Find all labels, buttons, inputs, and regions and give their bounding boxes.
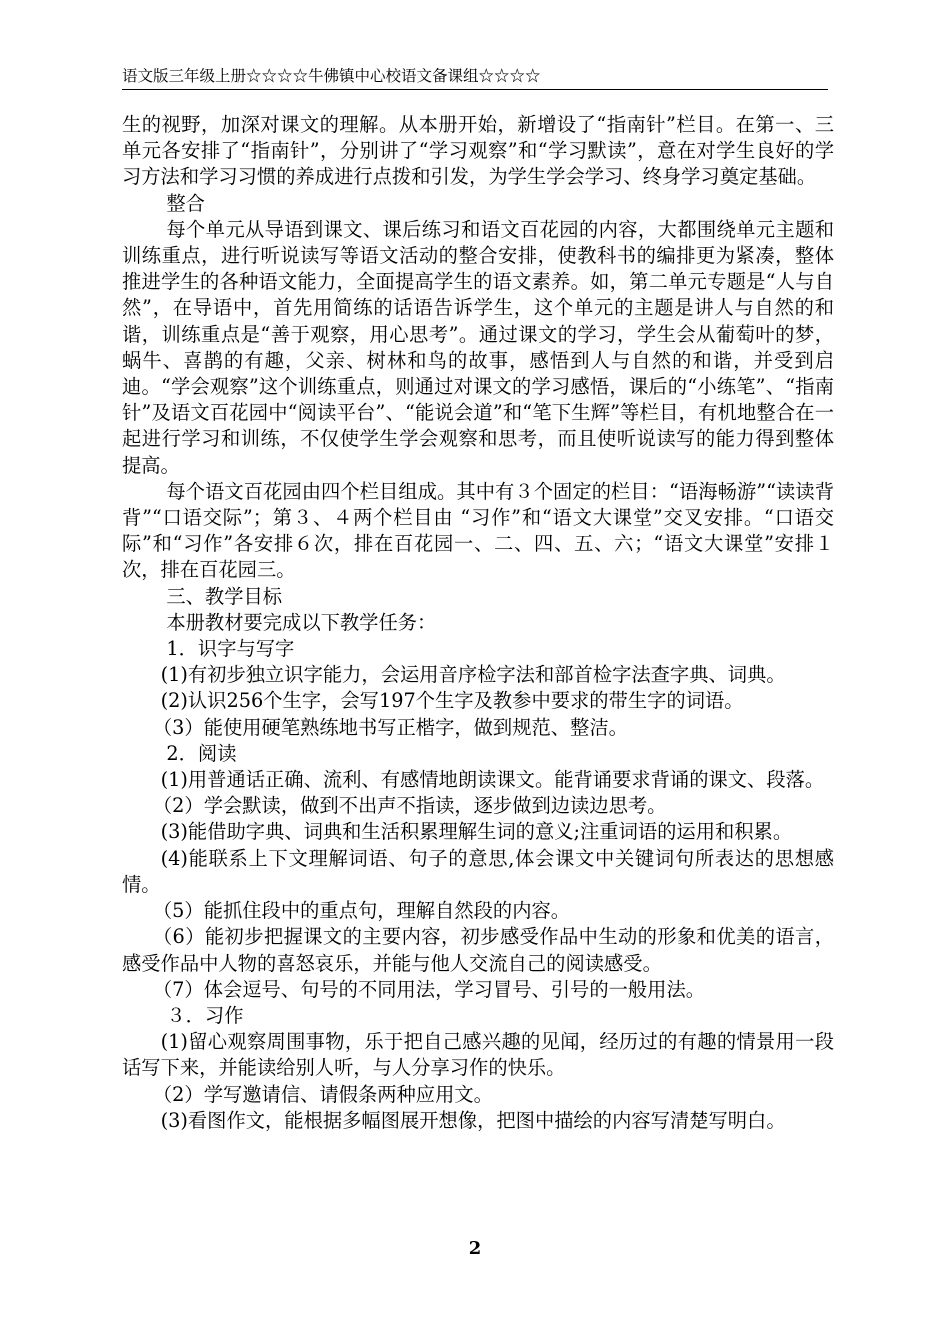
- list-item: (1)留心观察周围事物，乐于把自己感兴趣的见闻，经历过的有趣的情景用一段话写下来，并能读给别人听，与人分享习作的快乐。: [122, 1030, 834, 1080]
- list-item: (1)有初步独立识字能力，会运用音序检字法和部首检字法查字典、词典。: [160, 663, 786, 687]
- section-heading: 整合: [166, 191, 205, 215]
- header-divider: [122, 89, 828, 90]
- document-body: [122, 112, 834, 1134]
- subsection-heading: ３．习作: [166, 1003, 244, 1027]
- list-item: （6）能初步把握课文的主要内容，初步感受作品中生动的形象和优美的语言，感受作品中人物的喜怒哀乐，并能与他人交流自己的阅读感受。: [122, 925, 834, 975]
- page-number: 2: [468, 1238, 482, 1259]
- paragraph: 本册教材要完成以下教学任务：: [166, 610, 437, 634]
- list-item: （2）学会默读，做到不出声不指读，逐步做到边读边思考。: [152, 794, 667, 818]
- paragraph: 每个语文百花园由四个栏目组成。其中有３个固定的栏目：“语海畅游”“读读背背”“口语交际”；第３、４两个栏目由 “习作”和“语文大课堂”交叉安排。“口语交际”和“习作”各安排６次，排在百花园一、二、四、五、六；“语文大课堂”安排１次，排在百花园三。: [122, 479, 834, 582]
- list-item: (3)看图作文，能根据多幅图展开想像，把图中描绘的内容写清楚写明白。: [160, 1108, 786, 1132]
- list-item: （7）体会逗号、句号的不同用法，学习冒号、引号的一般用法。: [152, 977, 706, 1001]
- list-item: (4)能联系上下文理解词语、句子的意思,体会课文中关键词句所表达的思想感情。: [122, 846, 834, 896]
- list-item: (2)认识256个生字，会写197个生字及教参中要求的带生字的词语。: [160, 689, 744, 713]
- list-item: (3)能借助字典、词典和生活积累理解生词的意义;注重词语的运用和积累。: [160, 820, 793, 844]
- subsection-heading: 1．识字与写字: [166, 637, 295, 661]
- page-header: 语文版三年级上册☆☆☆☆牛佛镇中心校语文备课组☆☆☆☆: [122, 67, 541, 85]
- subsection-heading: 2．阅读: [166, 741, 237, 765]
- paragraph: 生的视野，加深对课文的理解。从本册开始，新增设了“指南针”栏目。在第一、三单元各安排了“指南针”，分别讲了“学习观察”和“学习默读”，意在对学生良好的学习方法和学习习惯的养成进行点拨和引发，为学生学会学习、终身学习奠定基础。: [122, 113, 834, 189]
- list-item: (1)用普通话正确、流利、有感情地朗读课文。能背诵要求背诵的课文、段落。: [160, 768, 825, 792]
- list-item: （5）能抓住段中的重点句，理解自然段的内容。: [152, 899, 571, 923]
- section-heading: 三、教学目标: [166, 584, 283, 608]
- list-item: （2）学写邀请信、请假条两种应用文。: [152, 1082, 493, 1106]
- paragraph: 每个单元从导语到课文、课后练习和语文百花园的内容，大都围绕单元主题和训练重点，进行听说读写等语文活动的整合安排，使教科书的编排更为紧凑，整体推进学生的各种语文能力，全面提高学生的语文素养。如，第二单元专题是“人与自然”，在导语中，首先用简练的话语告诉学生，这个单元的主题是讲人与自然的和谐，训练重点是“善于观察，用心思考”。通过课文的学习，学生会从葡萄叶的梦，蜗牛、喜鹊的有趣，父亲、树林和鸟的故事，感悟到人与自然的和谐，并受到启迪。“学会观察”这个训练重点，则通过对课文的学习感悟，课后的“小练笔”、“指南针”及语文百花园中“阅读平台”、“能说会道”和“笔下生辉”等栏目，有机地整合在一起进行学习和训练，不仅使学生学会观察和思考，而且使听说读写的能力得到整体提高。: [122, 217, 834, 477]
- list-item: （3）能使用硬笔熟练地书写正楷字，做到规范、整洁。: [152, 715, 628, 739]
